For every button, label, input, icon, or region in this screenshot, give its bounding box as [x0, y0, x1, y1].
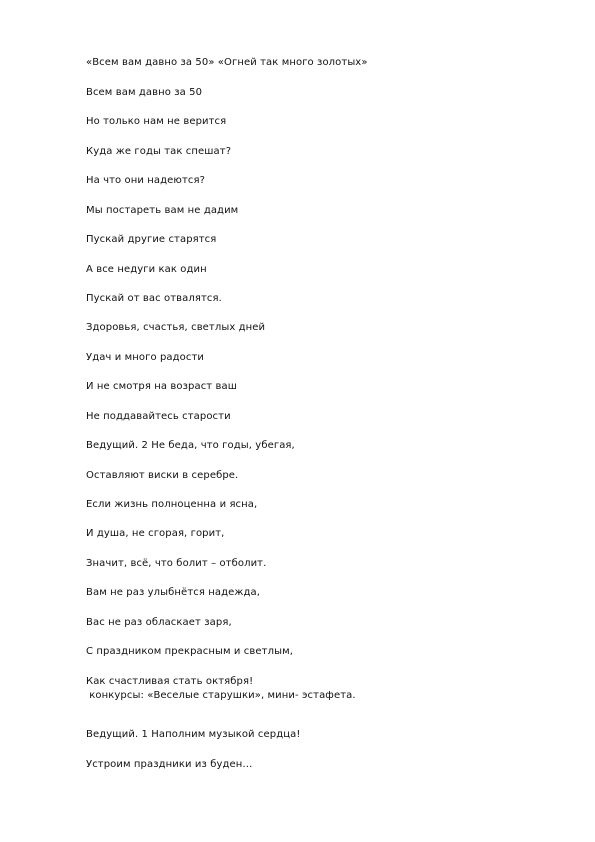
text-line: С праздником прекрасным и светлым,: [86, 646, 293, 657]
text-line: Как счастливая стать октября!: [86, 676, 254, 687]
text-line: И не смотря на возраст ваш: [86, 381, 237, 392]
text-line: Пускай от вас отвалятся.: [86, 293, 222, 304]
text-line: Здоровья, счастья, светлых дней: [86, 322, 266, 333]
text-line: Если жизнь полноценна и ясна,: [86, 499, 258, 510]
text-line: Не поддавайтесь старости: [86, 411, 231, 422]
text-line: конкурсы: «Веселые старушки», мини- эстафета.: [86, 690, 356, 701]
text-line: И душа, не сгорая, горит,: [86, 528, 225, 539]
text-line: Вас не раз обласкает заря,: [86, 617, 232, 628]
text-line: Куда же годы так спешат?: [86, 146, 232, 157]
text-line: Устроим праздники из буден…: [86, 759, 253, 770]
text-line: Но только нам не верится: [86, 116, 227, 127]
text-line: Всем вам давно за 50: [86, 87, 203, 98]
text-line: Оставляют виски в серебре.: [86, 470, 239, 481]
text-line: А все недуги как один: [86, 264, 207, 275]
text-line: Значит, всё, что болит – отболит.: [86, 558, 267, 569]
text-line: Ведущий. 2 Не беда, что годы, убегая,: [86, 440, 295, 451]
text-line: Вам не раз улыбнётся надежда,: [86, 587, 260, 598]
text-line: На что они надеются?: [86, 175, 205, 186]
text-line: Удач и много радости: [86, 352, 204, 363]
text-line: Пускай другие старятся: [86, 234, 217, 245]
document-title-line: «Всем вам давно за 50» «Огней так много золотых»: [86, 57, 368, 68]
text-line: Мы постареть вам не дадим: [86, 205, 239, 216]
text-line: Ведущий. 1 Наполним музыкой сердца!: [86, 729, 301, 740]
